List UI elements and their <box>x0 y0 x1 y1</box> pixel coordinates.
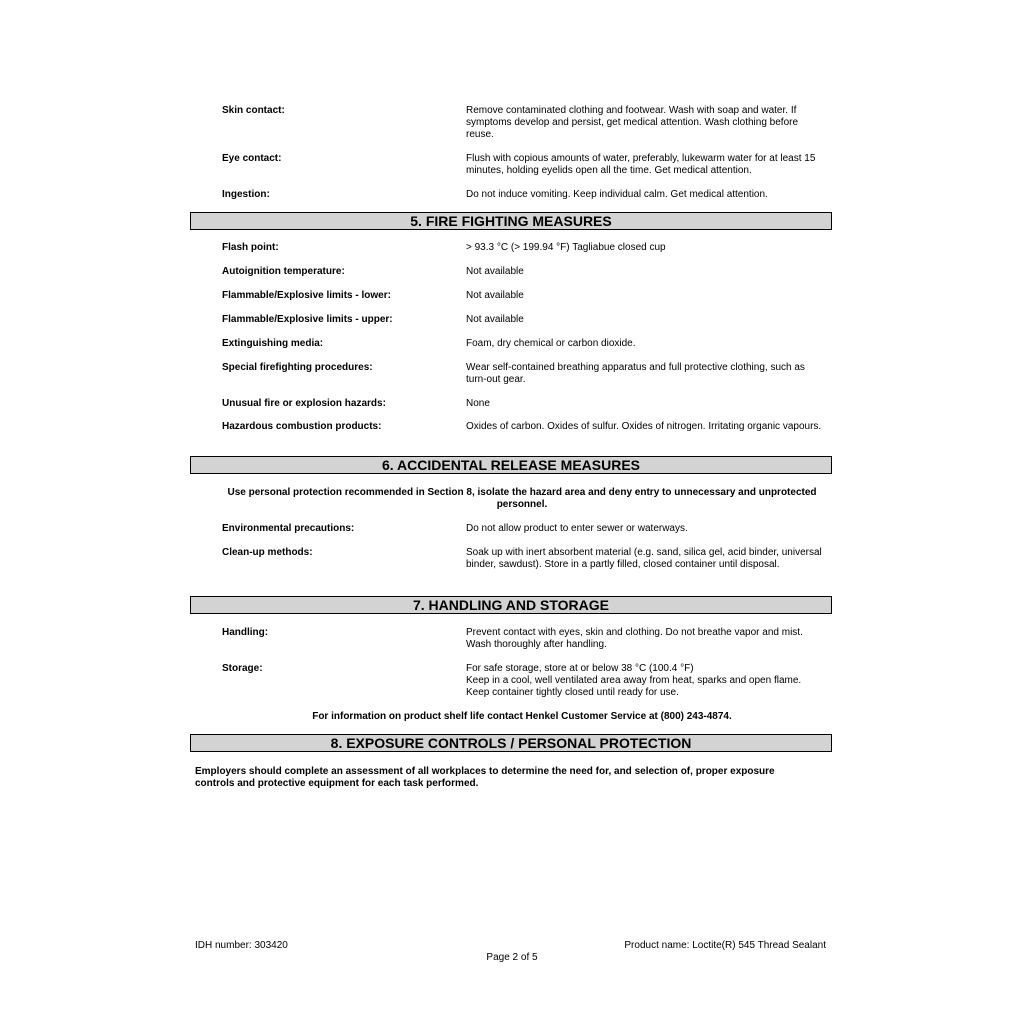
row-label: Extinguishing media: <box>222 338 324 349</box>
row-label: Flammable/Explosive limits - upper: <box>222 314 393 325</box>
row-label: Handling: <box>222 627 269 638</box>
shelf-life-note: For information on product shelf life contact Henkel Customer Service at (800) 243-4874. <box>312 711 732 722</box>
row-label: Flash point: <box>222 242 279 253</box>
row-value: > 93.3 °C (> 199.94 °F) Tagliabue closed cup <box>466 242 666 253</box>
section-7-header: 7. HANDLING AND STORAGE <box>190 596 832 614</box>
row-value: Not available <box>466 266 524 277</box>
row-value: Flush with copious amounts of water, preferably, lukewarm water for at least 15 minutes, holding eyelids open all the time. Get medical attention. <box>466 153 816 176</box>
row-label: Special firefighting procedures: <box>222 362 373 373</box>
row-value: Prevent contact with eyes, skin and clothing. Do not breathe vapor and mist. Wash thoroughly after handling. <box>466 627 803 650</box>
row-value: Not available <box>466 314 524 325</box>
row-value: Do not induce vomiting. Keep individual calm. Get medical attention. <box>466 189 768 200</box>
row-value: Soak up with inert absorbent material (e.g. sand, silica gel, acid binder, universal binder, sawdust). Store in a partly filled, closed container until disposal. <box>466 547 822 570</box>
row-label: Environmental precautions: <box>222 523 355 534</box>
row-value: Oxides of carbon. Oxides of sulfur. Oxides of nitrogen. Irritating organic vapours. <box>466 421 822 432</box>
storage-line: For safe storage, store at or below 38 °C (100.4 °F) <box>466 663 694 674</box>
row-value: Remove contaminated clothing and footwear. Wash with soap and water. If symptoms develop and persist, get medical attention. Wash clothing before reuse. <box>466 105 799 140</box>
section-6-note: Use personal protection recommended in Section 8, isolate the hazard area and deny entry to unnecessary and unprotected personnel. <box>227 487 817 510</box>
row-label: Eye contact: <box>222 153 282 164</box>
product-name: Product name: Loctite(R) 545 Thread Sealant <box>624 940 826 951</box>
row-label: Ingestion: <box>222 189 270 200</box>
row-value: Not available <box>466 290 524 301</box>
row-label: Clean-up methods: <box>222 547 313 558</box>
row-value: Wear self-contained breathing apparatus and full protective clothing, such as turn-out gear. <box>466 362 805 385</box>
row-value: Foam, dry chemical or carbon dioxide. <box>466 338 636 349</box>
row-value <box>466 663 826 699</box>
row-label: Autoignition temperature: <box>222 266 345 277</box>
ingestion-row <box>222 189 832 201</box>
idh-number: IDH number: 303420 <box>195 940 288 951</box>
storage-line: Keep container tightly closed until ready for use. <box>466 687 679 698</box>
storage-line: Keep in a cool, well ventilated area away from heat, sparks and open flame. <box>466 675 802 686</box>
row-label: Unusual fire or explosion hazards: <box>222 398 386 409</box>
row-value: None <box>466 398 490 409</box>
skin-contact-row <box>222 105 832 141</box>
section-8-header: 8. EXPOSURE CONTROLS / PERSONAL PROTECTION <box>190 734 832 752</box>
row-label: Flammable/Explosive limits - lower: <box>222 290 391 301</box>
row-label: Hazardous combustion products: <box>222 421 382 432</box>
row-label: Skin contact: <box>222 105 285 116</box>
section-6-header: 6. ACCIDENTAL RELEASE MEASURES <box>190 456 832 474</box>
page-number: Page 2 of 5 <box>486 952 538 963</box>
row-value: Do not allow product to enter sewer or waterways. <box>466 523 688 534</box>
section-8-paragraph: Employers should complete an assessment of all workplaces to determine the need for, and selection of, proper exposure controls and protective equipment for each task performed. <box>195 766 775 789</box>
section-5-header: 5. FIRE FIGHTING MEASURES <box>190 212 832 230</box>
row-label: Storage: <box>222 663 263 674</box>
eye-contact-row <box>222 153 832 177</box>
